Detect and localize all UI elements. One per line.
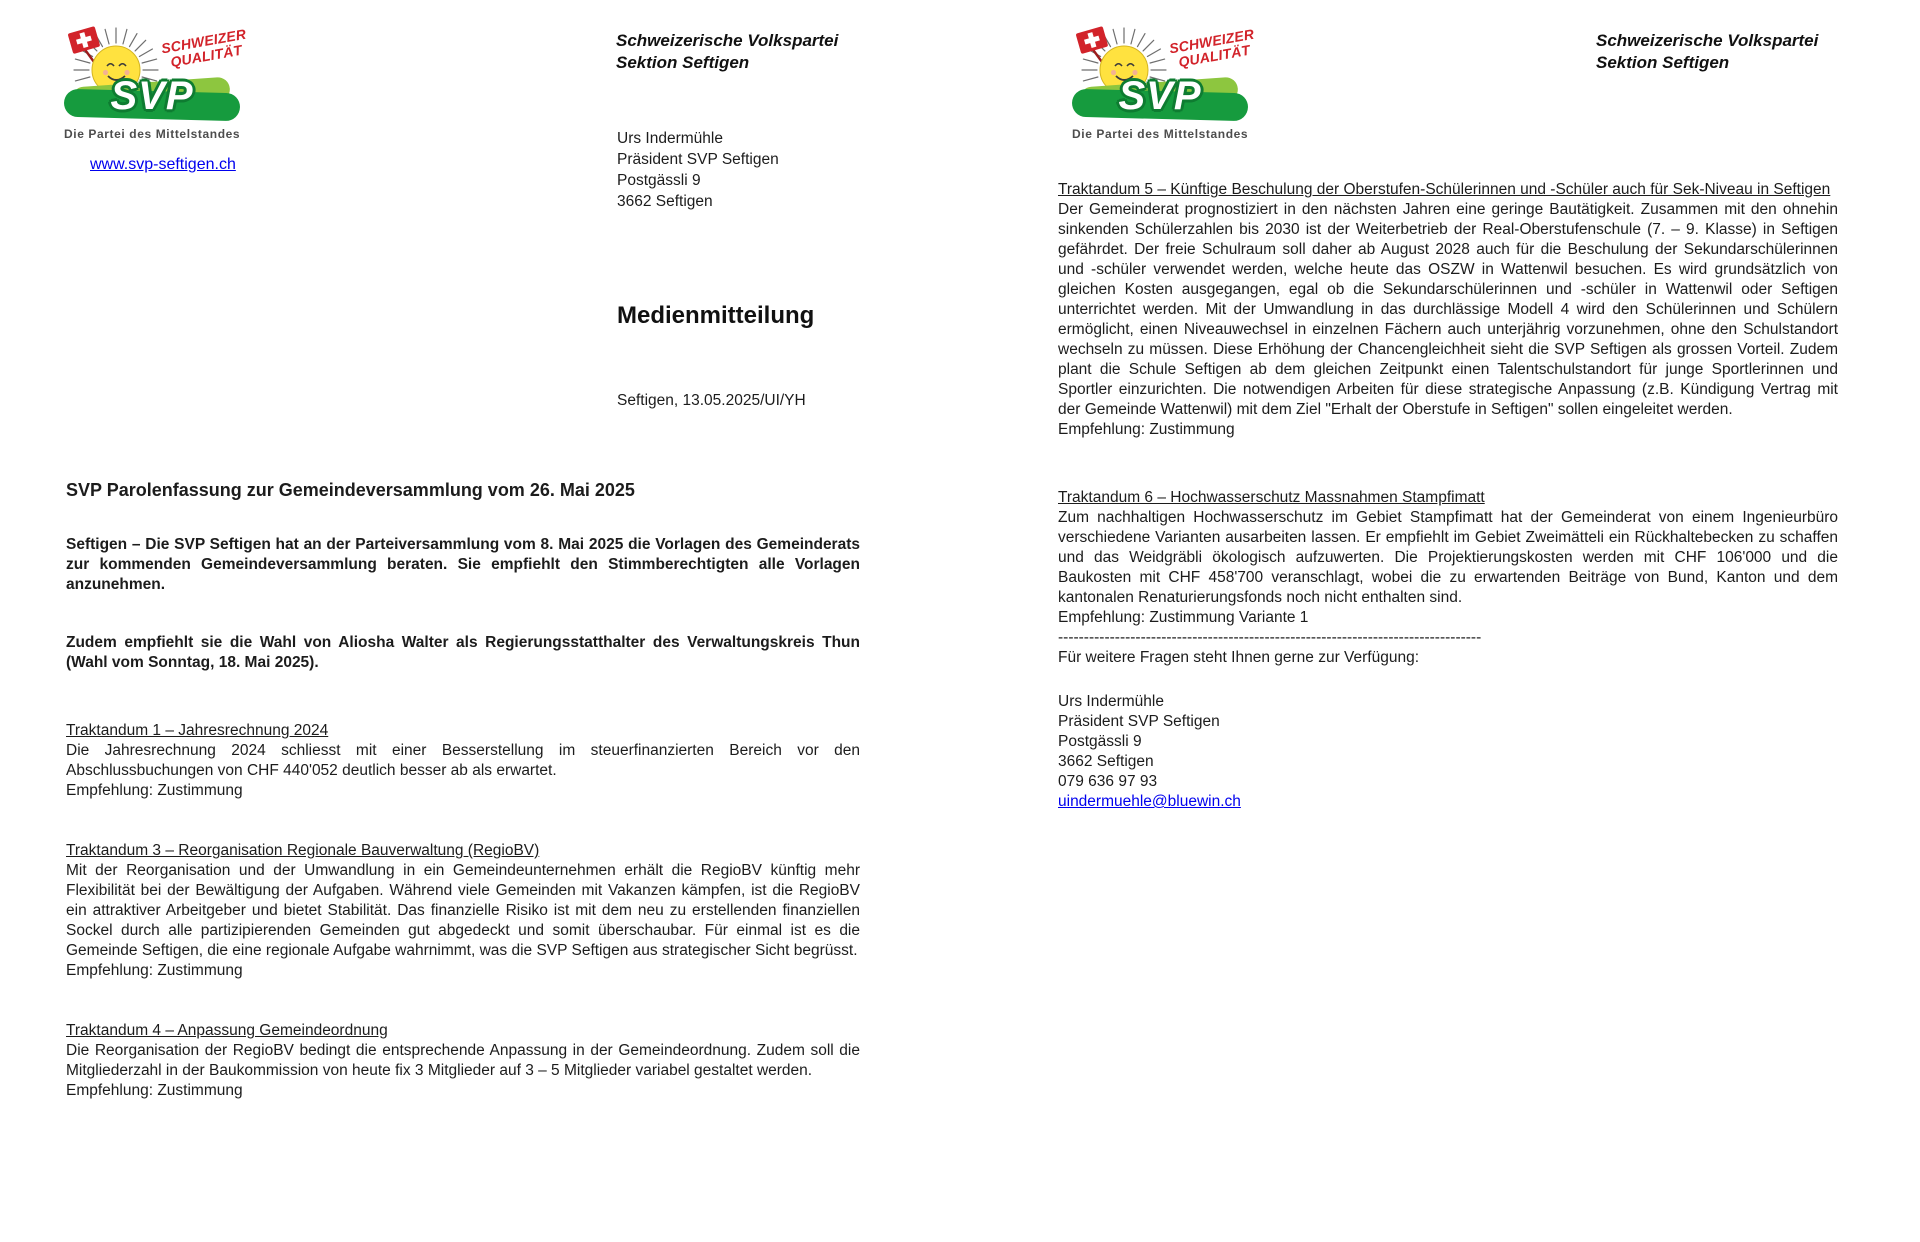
logo-banner [1072, 74, 1248, 122]
section-heading: Traktandum 1 – Jahresrechnung 2024 [66, 722, 329, 739]
section-traktandum-4 [66, 1021, 860, 1101]
contact-street: Postgässli 9 [1058, 733, 1142, 750]
doc-type-heading: Medienmitteilung [617, 302, 815, 329]
section-heading: Traktandum 4 – Anpassung Gemeindeordnung [66, 1022, 388, 1039]
section-traktandum-6 [1058, 488, 1838, 628]
email-link[interactable]: uindermuehle@bluewin.ch [1058, 793, 1241, 810]
lead-paragraph-2: Zudem empfiehlt sie die Wahl von Aliosha Walter als Regierungsstatthalter des Verwaltungskreis Thun (Wahl vom Sonntag, 18. Mai 2025). [66, 634, 860, 671]
recommendation: Empfehlung: Zustimmung [66, 1082, 243, 1099]
recommendation: Empfehlung: Zustimmung [1058, 421, 1235, 438]
org-header-line1: Schweizerische Volkspartei [616, 31, 839, 50]
section-traktandum-5 [1058, 180, 1838, 440]
recommendation: Empfehlung: Zustimmung Variante 1 [1058, 609, 1309, 626]
section-traktandum-3 [66, 841, 860, 981]
logo-svp-text: SVP [110, 74, 194, 118]
org-header [616, 30, 838, 74]
org-header-line2: Sektion Seftigen [616, 53, 750, 72]
closing-line: Für weitere Fragen steht Ihnen gerne zur Verfügung: [1058, 649, 1420, 666]
sender-name: Urs Indermühle [617, 130, 723, 147]
lead-paragraph-1: Seftigen – Die SVP Seftigen hat an der Parteiversammlung vom 8. Mai 2025 die Vorlagen des Gemeinderats zur kommenden Gemeindeversammlung beraten. Sie empfiehlt den Stimmberechtigten alle Vorlagen anzunehmen. [66, 536, 860, 593]
org-header [1596, 30, 1818, 74]
page2-content-column [1058, 180, 1838, 812]
logo-quality-label: SCHWEIZER QUALITÄT [1167, 25, 1256, 71]
recommendation: Empfehlung: Zustimmung [66, 962, 243, 979]
section-body: Mit der Reorganisation und der Umwandlung in ein Gemeindeunternehmen erhält die RegioBV künftig mehr Flexibilität bei der Bewältigung der Aufgaben. Während viele Gemeinden mit Vakanzen kämpfen, ist die RegioBV ein attraktiver Arbeitgeber und bietet Stabilität. Das finanzielle Risiko ist mit dem neu zu erstellenden finanziellen Sockel durch alle partizipierenden Gemeinden gut abgedeckt und somit überschaubar. Für einmal ist es die Gemeinde Seftigen, die eine regionale Aufgabe wahrnimmt, was die SVP Seftigen aus strategischer Sicht begrüsst. [66, 862, 860, 959]
contact-phone: 079 636 97 93 [1058, 773, 1158, 790]
website-link[interactable]: www.svp-seftigen.ch [90, 156, 236, 173]
sender-role: Präsident SVP Seftigen [617, 151, 779, 168]
document-page-2 [960, 0, 1920, 1242]
logo-banner [64, 74, 240, 122]
svp-logo [1072, 25, 1256, 141]
sender-street: Postgässli 9 [617, 172, 701, 189]
org-header-line2: Sektion Seftigen [1596, 53, 1730, 72]
contact-footer-block [1058, 692, 1838, 812]
contact-role: Präsident SVP Seftigen [1058, 713, 1220, 730]
svp-logo [64, 25, 248, 141]
recommendation: Empfehlung: Zustimmung [66, 782, 243, 799]
logo-tagline: Die Partei des Mittelstandes [1072, 127, 1249, 141]
contact-name: Urs Indermühle [1058, 693, 1164, 710]
sender-city: 3662 Seftigen [617, 193, 713, 210]
section-heading: Traktandum 6 – Hochwasserschutz Massnahmen Stampfimatt [1058, 489, 1485, 506]
contact-city: 3662 Seftigen [1058, 753, 1154, 770]
logo-quality-label: SCHWEIZER QUALITÄT [159, 25, 248, 71]
page1-content-column [66, 478, 860, 1101]
section-body: Zum nachhaltigen Hochwasserschutz im Gebiet Stampfimatt hat der Gemeinderat von einem Ingenieurbüro verschiedene Varianten ausarbeiten lassen. Er empfiehlt im Gebiet Zweimätteli ein Rückhaltebecken zu schaffen und das Weidgräbli ökologisch aufzuwerten. Die Projektierungskosten werden mit CHF 106'000 und die Baukosten mit CHF 458'700 veranschlagt, wobei die zu erwartenden Beiträge von Bund, Kanton und dem kantonalen Renaturierungsfonds noch nicht enthalten sind. [1058, 509, 1838, 606]
section-body: Die Reorganisation der RegioBV bedingt die entsprechende Anpassung in der Gemeindeordnung. Zudem soll die Mitgliederzahl in der Baukommission von heute fix 3 Mitglieder auf 3 – 5 Mitglieder variabel gestaltet werden. [66, 1042, 860, 1079]
section-body: Die Jahresrechnung 2024 schliesst mit einer Besserstellung im steuerfinanzierten Bereich vor den Abschlussbuchungen von CHF 440'052 deutlich besser ab als erwartet. [66, 742, 860, 779]
sender-block [617, 128, 779, 212]
dashed-divider: ---------------------------------------------------------------------------------- [1058, 629, 1482, 646]
section-body: Der Gemeinderat prognostiziert in den nächsten Jahren eine geringe Bautätigkeit. Zusammen mit den ohnehin sinkenden Schülerzahlen bis 2030 ist der Weiterbetrieb der Real-Oberstufenschule (7. – 9. Klasse) in Seftigen gefährdet. Der freie Schulraum soll daher ab August 2028 auch für die Beschulung der Sekundarschülerinnen und -schüler verwendet werden, welche heute das OSZW in Wattenwil besuchen. Es wird grundsätzlich von gleichen Kosten ausgegangen, egal ob die Sekundarschülerinnen und -schüler in Wattenwil oder Seftigen unterrichtet werden. Mit der Umwandlung in das durchlässige Modell 4 wird den Schülerinnen und Schülern ermöglicht, einen Niveauwechsel in einzelnen Fächern auch unterjährig vorzunehmen, ohne den Schulstandort wechseln zu müssen. Diese Erhöhung der Chancengleichheit sieht die SVP Seftigen als grossen Vorteil. Zudem plant die Schule Seftigen ab dem gleichen Zeitpunkt einen Talentschulstandort für junge Sportlerinnen und Sportler einzurichten. Die notwendigen Arbeiten für diese strategische Anpassung (z.B. Kündigung Vertrag mit der Gemeinde Wattenwil) mit dem Ziel "Erhalt der Oberstufe in Seftigen" sollen eingeleitet werden. [1058, 201, 1838, 418]
section-heading: Traktandum 3 – Reorganisation Regionale Bauverwaltung (RegioBV) [66, 842, 540, 859]
org-header-line1: Schweizerische Volkspartei [1596, 31, 1819, 50]
dateline: Seftigen, 13.05.2025/UI/YH [617, 392, 806, 409]
logo-svp-text: SVP [1118, 74, 1202, 118]
document-title: SVP Parolenfassung zur Gemeindeversammlung vom 26. Mai 2025 [66, 480, 635, 500]
section-heading: Traktandum 5 – Künftige Beschulung der Oberstufen-Schülerinnen und -Schüler auch für Sek-Niveau in Seftigen [1058, 181, 1831, 198]
logo-tagline: Die Partei des Mittelstandes [64, 127, 241, 141]
section-traktandum-1 [66, 721, 860, 801]
